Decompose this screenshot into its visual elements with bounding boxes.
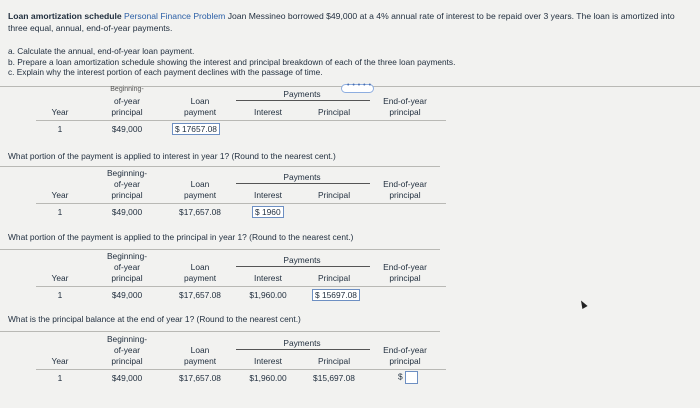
divider-2 [0, 249, 440, 250]
header-interest: Interest [254, 190, 282, 200]
payments-underline [236, 183, 370, 184]
loan-payment-answer[interactable]: $ 17657.08 [172, 123, 220, 135]
problem-title: Loan amortization schedule [8, 11, 122, 21]
header-principal-col: Principal [317, 356, 351, 366]
part-a: a. Calculate the annual, end-of-year loan payment. [8, 46, 195, 56]
interest-answer[interactable]: $ 1960 [252, 206, 284, 218]
row-divider [36, 120, 446, 121]
cell-beginning-principal: $49,000 [111, 373, 143, 383]
header-loan: Loan [190, 345, 210, 355]
cell-principal: $15,697.08 [313, 373, 355, 383]
cell-loan-payment: $17,657.08 [179, 290, 221, 300]
cell-beginning-principal: $49,000 [111, 290, 143, 300]
header-of-year: of-year [113, 179, 141, 189]
header-payment: payment [183, 107, 217, 117]
cell-year: 1 [57, 373, 63, 383]
header-year: Year [51, 107, 69, 117]
header-year: Year [51, 190, 69, 200]
header-principal-col: Principal [317, 273, 351, 283]
cell-year: 1 [57, 290, 63, 300]
header-end-principal: principal [389, 190, 421, 200]
cell-loan-payment: $17,657.08 [179, 373, 221, 383]
header-principal-col: Principal [317, 190, 351, 200]
cell-interest: $1,960.00 [249, 373, 287, 383]
header-beginning-partial: Beginning- [110, 86, 144, 93]
end-balance-input[interactable] [405, 371, 418, 384]
problem-parts [8, 46, 455, 78]
part-c: c. Explain why the interest portion of each payment declines with the passage of time. [8, 67, 323, 78]
header-payments: Payments [283, 172, 321, 182]
header-payment: payment [183, 273, 217, 283]
header-principal: principal [111, 356, 143, 366]
row-divider [36, 203, 446, 204]
header-interest: Interest [254, 107, 282, 117]
header-payments: Payments [283, 89, 321, 99]
header-year: Year [51, 356, 69, 366]
header-principal: principal [111, 107, 143, 117]
header-payment: payment [183, 190, 217, 200]
end-balance-field [398, 371, 418, 384]
header-end-of-year: End-of-year [383, 179, 427, 189]
header-end-of-year: End-of-year [383, 96, 427, 106]
header-payments: Payments [283, 255, 321, 265]
divider-3 [0, 331, 440, 332]
principal-answer[interactable]: $ 15697.08 [312, 289, 360, 301]
header-beginning: Beginning- [106, 251, 148, 261]
cell-loan-payment: $17,657.08 [179, 207, 221, 217]
header-beginning: Beginning- [106, 168, 148, 178]
cell-year: 1 [57, 207, 63, 217]
header-end-of-year: End-of-year [383, 262, 427, 272]
question-interest: What portion of the payment is applied to interest in year 1? (Round to the nearest cent.) [8, 151, 336, 161]
cell-year: 1 [57, 124, 63, 134]
header-beginning: Beginning- [106, 334, 148, 344]
question-principal: What portion of the payment is applied to the principal in year 1? (Round to the nearest cent.) [8, 232, 354, 242]
expand-toggle[interactable]: • • • • • [341, 84, 374, 93]
header-year: Year [51, 273, 69, 283]
problem-subtitle[interactable]: Personal Finance Problem [124, 11, 226, 21]
payments-underline [236, 349, 370, 350]
cell-beginning-principal: $49,000 [111, 207, 143, 217]
header-end-principal: principal [389, 356, 421, 366]
problem-statement [8, 11, 692, 34]
row-divider [36, 286, 446, 287]
question-balance: What is the principal balance at the end of year 1? (Round to the nearest cent.) [8, 314, 301, 324]
header-payments: Payments [283, 338, 321, 348]
header-interest: Interest [254, 273, 282, 283]
header-payment: payment [183, 356, 217, 366]
header-of-year: of-year [113, 262, 141, 272]
cell-beginning-principal: $49,000 [111, 124, 143, 134]
header-end-principal: principal [389, 107, 421, 117]
header-of-year: of-year [113, 345, 141, 355]
divider-1 [0, 166, 440, 167]
header-end-principal: principal [389, 273, 421, 283]
header-end-of-year: End-of-year [383, 345, 427, 355]
cell-interest: $1,960.00 [249, 290, 287, 300]
part-b: b. Prepare a loan amortization schedule showing the interest and principal breakdown of each of the three loan payments. [8, 56, 456, 67]
header-loan: Loan [190, 179, 210, 189]
payments-underline [236, 266, 370, 267]
header-principal: principal [111, 273, 143, 283]
header-interest: Interest [254, 356, 282, 366]
header-loan: Loan [190, 96, 210, 106]
payments-underline [236, 100, 370, 101]
header-loan: Loan [190, 262, 210, 272]
header-principal-col: Principal [317, 107, 351, 117]
problem-text: Joan Messineo borrowed $49,000 at a 4% annual rate of interest to be repaid over 3 years. The loan is amortized into three equal, annual, end-of-year payments. [8, 11, 675, 33]
row-divider [36, 369, 446, 370]
header-of-year: of-year [113, 96, 141, 106]
header-principal: principal [111, 190, 143, 200]
dollar-sign: $ [398, 371, 403, 382]
mouse-pointer-icon [578, 299, 587, 309]
